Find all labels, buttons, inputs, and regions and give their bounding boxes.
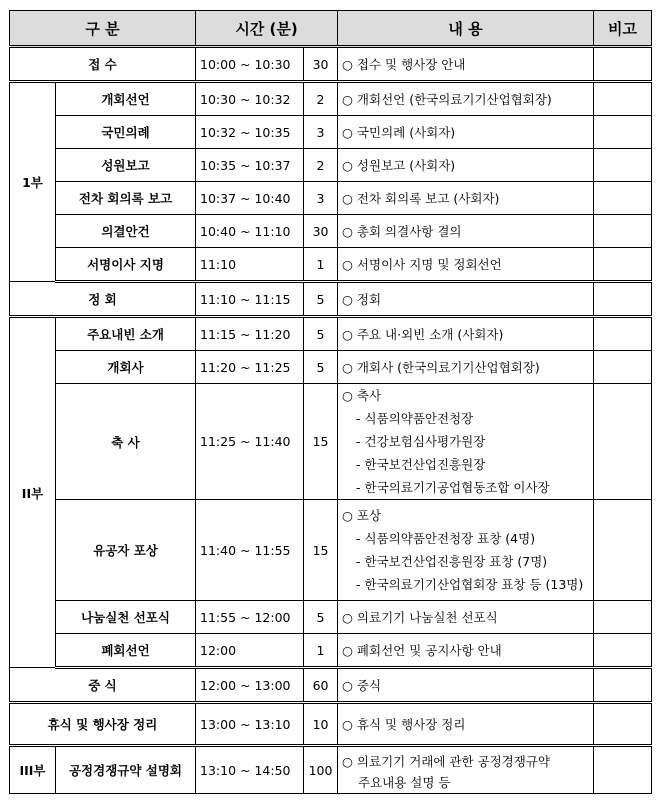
row-time: 12:00 ~ 13:00	[196, 668, 304, 703]
list-item: - 한국의료기기공업협동조합 이사장	[356, 480, 550, 495]
row-content: ○ 의료기기 나눔실천 선포식	[338, 601, 594, 634]
row-time: 10:37 ~ 10:40	[196, 182, 304, 215]
row-minutes: 30	[304, 47, 338, 82]
row-content: ○ 중식	[338, 668, 594, 703]
row-time: 11:20 ~ 11:25	[196, 351, 304, 384]
dash-icon: -	[356, 411, 361, 426]
list-item: - 한국의료기기산업협회장 표창 등 (13명)	[356, 577, 584, 592]
dash-icon: -	[356, 577, 361, 592]
row-content: ○ 총회 의결사항 결의	[338, 215, 594, 248]
row-remarks	[594, 248, 652, 282]
bullet-icon: ○	[342, 92, 353, 107]
row-content: ○ 축사 - 식품의약품안전청장 - 건강보험심사평가원장 - 한국보건산업진흥원장 - 한국의료기기공업협동조합 이사장	[338, 384, 594, 500]
bullet-icon: ○	[342, 643, 353, 658]
dash-icon: -	[356, 554, 361, 569]
bullet-icon: ○	[342, 292, 353, 307]
row-content: ○ 개회사 (한국의료기기산업협회장)	[338, 351, 594, 384]
header-category: 구 분	[10, 11, 196, 47]
bullet-icon: ○	[342, 610, 353, 625]
row-label: 접 수	[10, 47, 196, 82]
row-remarks	[594, 384, 652, 500]
row-content: ○ 의료기기 거래에 관한 공정경쟁규약 주요내용 설명 등	[338, 746, 594, 794]
row-content: ○ 성원보고 (사회자)	[338, 149, 594, 182]
row-remarks	[594, 149, 652, 182]
row-label: 주요내빈 소개	[56, 317, 196, 351]
row-minutes: 1	[304, 634, 338, 668]
row-part3	[10, 746, 652, 794]
row-minutes: 3	[304, 182, 338, 215]
bullet-icon: ○	[342, 224, 353, 239]
row-remarks	[594, 668, 652, 703]
list-item: - 한국보건산업진흥원장	[356, 457, 486, 472]
table-row	[10, 634, 652, 668]
bullet-icon: ○	[342, 360, 353, 375]
table-row	[10, 384, 652, 500]
row-remarks	[594, 282, 652, 317]
bullet-icon: ○	[342, 57, 353, 72]
header-remarks: 비고	[594, 11, 652, 47]
bullet-icon: ○	[342, 158, 353, 173]
row-time: 10:35 ~ 10:37	[196, 149, 304, 182]
row-minutes: 60	[304, 668, 338, 703]
row-time: 13:00 ~ 13:10	[196, 703, 304, 746]
row-remarks	[594, 182, 652, 215]
bullet-icon: ○	[342, 191, 353, 206]
row-label: 중 식	[10, 668, 196, 703]
row-label: 축 사	[56, 384, 196, 500]
bullet-icon: ○	[342, 327, 353, 342]
table-row	[10, 149, 652, 182]
bullet-icon: ○	[342, 388, 353, 403]
row-label: 폐회선언	[56, 634, 196, 668]
row-content: ○ 휴식 및 행사장 정리	[338, 703, 594, 746]
header-time: 시간 (분)	[196, 11, 338, 47]
row-label: 유공자 포상	[56, 500, 196, 601]
row-label: 공정경쟁규약 설명회	[56, 746, 196, 794]
row-content: ○ 서명이사 지명 및 정회선언	[338, 248, 594, 282]
list-item: - 식품의약품안전청장 표창 (4명)	[356, 531, 536, 546]
row-remarks	[594, 601, 652, 634]
row-time: 10:00 ~ 10:30	[196, 47, 304, 82]
dash-icon: -	[356, 434, 361, 449]
row-label: 국민의례	[56, 116, 196, 149]
row-time: 11:40 ~ 11:55	[196, 500, 304, 601]
row-time: 10:32 ~ 10:35	[196, 116, 304, 149]
group-part3: III부	[10, 746, 56, 794]
bullet-icon: ○	[342, 508, 353, 523]
row-minutes: 2	[304, 82, 338, 116]
header-content: 내 용	[338, 11, 594, 47]
row-time: 13:10 ~ 14:50	[196, 746, 304, 794]
row-remarks	[594, 82, 652, 116]
row-label: 개회선언	[56, 82, 196, 116]
row-time: 11:25 ~ 11:40	[196, 384, 304, 500]
row-label: 의결안건	[56, 215, 196, 248]
row-time: 10:30 ~ 10:32	[196, 82, 304, 116]
table-row	[10, 500, 652, 601]
row-label: 전차 회의록 보고	[56, 182, 196, 215]
row-minutes: 5	[304, 601, 338, 634]
row-minutes: 15	[304, 384, 338, 500]
row-label: 성원보고	[56, 149, 196, 182]
list-item: - 건강보험심사평가원장	[356, 434, 486, 449]
row-label: 서명이사 지명	[56, 248, 196, 282]
table-row	[10, 82, 652, 116]
row-time: 11:55 ~ 12:00	[196, 601, 304, 634]
bullet-icon: ○	[342, 717, 353, 732]
row-minutes: 5	[304, 317, 338, 351]
event-schedule-table	[9, 10, 652, 794]
row-minutes: 2	[304, 149, 338, 182]
row-label: 개회사	[56, 351, 196, 384]
dash-icon: -	[356, 480, 361, 495]
row-content: ○ 국민의례 (사회자)	[338, 116, 594, 149]
bullet-icon: ○	[342, 125, 353, 140]
row-time: 12:00	[196, 634, 304, 668]
row-remarks	[594, 500, 652, 601]
row-time: 11:10	[196, 248, 304, 282]
row-minutes: 5	[304, 351, 338, 384]
list-item: - 한국보건산업진흥원장 표창 (7명)	[356, 554, 548, 569]
table-row	[10, 601, 652, 634]
row-minutes: 30	[304, 215, 338, 248]
group-part1: 1부	[10, 82, 56, 282]
row-remarks	[594, 215, 652, 248]
bullet-icon: ○	[342, 753, 353, 769]
row-minutes: 100	[304, 746, 338, 794]
row-content: ○ 포상 - 식품의약품안전청장 표창 (4명) - 한국보건산업진흥원장 표창 (7명) - 한국의료기기산업협회장 표창 등 (13명)	[338, 500, 594, 601]
row-time: 10:40 ~ 11:10	[196, 215, 304, 248]
table-row	[10, 317, 652, 351]
row-minutes: 15	[304, 500, 338, 601]
row-content: ○ 주요 내·외빈 소개 (사회자)	[338, 317, 594, 351]
row-remarks	[594, 634, 652, 668]
row-content: ○ 개회선언 (한국의료기기산업협회장)	[338, 82, 594, 116]
row-lunch	[10, 668, 652, 703]
row-label: 나눔실천 선포식	[56, 601, 196, 634]
row-time: 11:15 ~ 11:20	[196, 317, 304, 351]
row-minutes: 10	[304, 703, 338, 746]
row-content: ○ 전차 회의록 보고 (사회자)	[338, 182, 594, 215]
dash-icon: -	[356, 457, 361, 472]
header-row	[10, 11, 652, 47]
row-content: ○ 접수 및 행사장 안내	[338, 47, 594, 82]
row-remarks	[594, 47, 652, 82]
row-minutes: 3	[304, 116, 338, 149]
table-row	[10, 182, 652, 215]
row-time: 11:10 ~ 11:15	[196, 282, 304, 317]
list-item: - 식품의약품안전청장	[356, 411, 474, 426]
row-minutes: 5	[304, 282, 338, 317]
row-label: 휴식 및 행사장 정리	[10, 703, 196, 746]
row-remarks	[594, 703, 652, 746]
row-cleanup	[10, 703, 652, 746]
bullet-icon: ○	[342, 257, 353, 272]
table-row	[10, 248, 652, 282]
row-content: ○ 폐회선언 및 공지사항 안내	[338, 634, 594, 668]
row-remarks	[594, 351, 652, 384]
bullet-icon: ○	[342, 678, 353, 693]
row-content: ○ 정회	[338, 282, 594, 317]
row-remarks	[594, 317, 652, 351]
row-label: 정 회	[10, 282, 196, 317]
group-part2: II부	[10, 317, 56, 668]
row-remarks	[594, 116, 652, 149]
table-row	[10, 215, 652, 248]
dash-icon: -	[356, 531, 361, 546]
table-row	[10, 351, 652, 384]
row-reception	[10, 47, 652, 82]
row-recess	[10, 282, 652, 317]
row-minutes: 1	[304, 248, 338, 282]
table-row	[10, 116, 652, 149]
row-remarks	[594, 746, 652, 794]
